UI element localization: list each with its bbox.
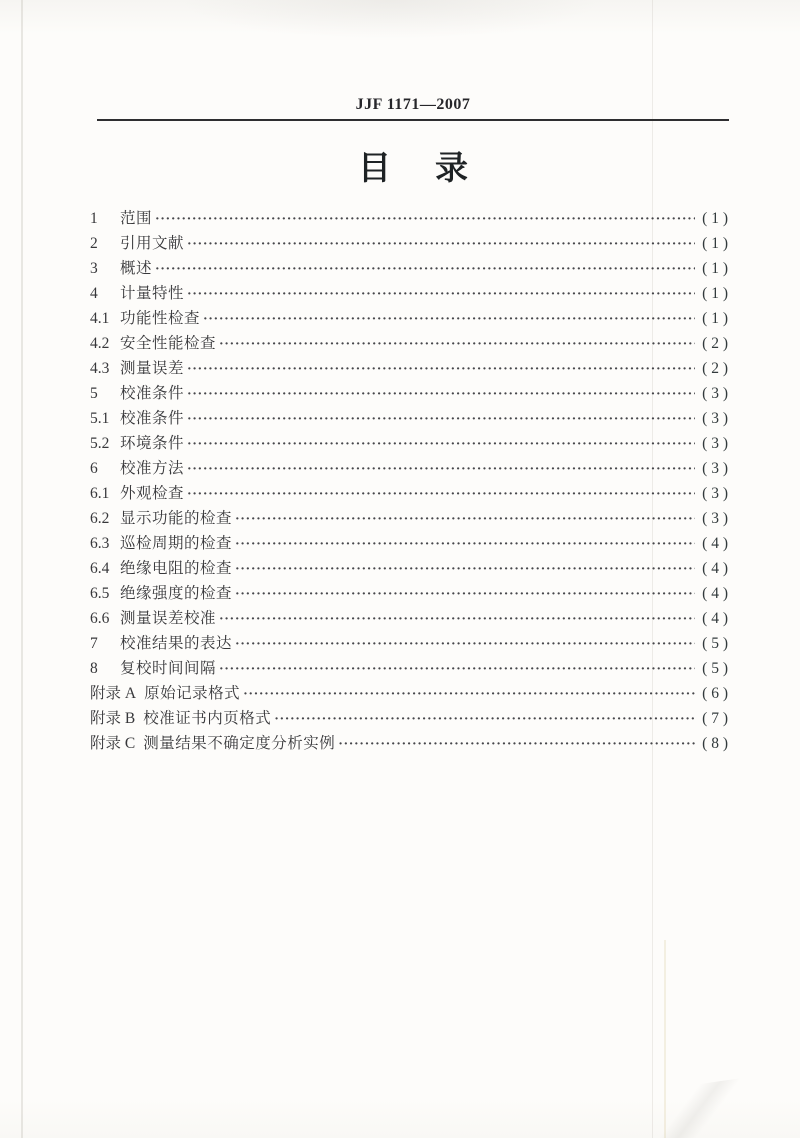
toc-entry-page: ( 7 ) [702, 710, 728, 727]
toc-entry-number: 2 [90, 235, 98, 252]
dot-leader [219, 331, 695, 357]
toc-entry-label: 安全性能检查 [120, 335, 217, 352]
toc-entry [90, 606, 728, 631]
toc-entry [90, 331, 728, 356]
toc-entry-page: ( 4 ) [702, 610, 728, 627]
toc-entry-number: 4.3 [90, 360, 110, 377]
toc-entry-label: 引用文献 [120, 235, 185, 252]
toc-entry-number: 3 [90, 260, 98, 277]
toc-entry-label: 计量特性 [120, 285, 185, 302]
toc-entry-number: 4 [90, 285, 98, 302]
dot-leader [187, 456, 695, 482]
dot-leader [155, 206, 695, 232]
toc-entry-page: ( 1 ) [702, 285, 728, 302]
toc-entry [90, 581, 728, 606]
toc-entry-page: ( 8 ) [702, 735, 728, 752]
toc-entry [90, 231, 728, 256]
toc-entry-number: 1 [90, 210, 98, 227]
toc-entry-page: ( 1 ) [702, 235, 728, 252]
toc-entry [90, 506, 728, 531]
dot-leader [203, 306, 695, 332]
toc-entry-number: 附录 A [90, 685, 137, 702]
dot-leader [235, 631, 695, 657]
page-title-word-1: 目 [358, 149, 391, 186]
toc-entry [90, 456, 728, 481]
toc-entry-number: 8 [90, 660, 98, 677]
toc-entry-number: 6.1 [90, 485, 110, 502]
toc-entry-number: 6.5 [90, 585, 110, 602]
dot-leader [187, 281, 695, 307]
toc-entry-number: 5.2 [90, 435, 110, 452]
dot-leader [155, 256, 695, 282]
toc-entry-number: 附录 C [90, 735, 136, 752]
page-title-word-2: 录 [435, 149, 468, 186]
toc-entry [90, 731, 728, 756]
toc-entry [90, 281, 728, 306]
toc-entry-page: ( 6 ) [702, 685, 728, 702]
toc-entry-label: 绝缘强度的检查 [120, 585, 233, 602]
dot-leader [187, 381, 695, 407]
dot-leader [219, 606, 695, 632]
toc-entry-page: ( 3 ) [702, 410, 728, 427]
toc-entry-page: ( 4 ) [702, 585, 728, 602]
toc-entry [90, 431, 728, 456]
toc-entry [90, 406, 728, 431]
toc-entry-page: ( 1 ) [702, 260, 728, 277]
dot-leader [243, 681, 695, 707]
toc-entry-label: 显示功能的检查 [120, 510, 233, 527]
toc-entry-page: ( 4 ) [702, 560, 728, 577]
toc-entry-number: 5 [90, 385, 98, 402]
toc-entry-page: ( 5 ) [702, 660, 728, 677]
toc-entry-page: ( 1 ) [702, 310, 728, 327]
dot-leader [274, 706, 695, 732]
toc-entry-page: ( 5 ) [702, 635, 728, 652]
toc-entry [90, 381, 728, 406]
toc-entry [90, 256, 728, 281]
toc-entry-label: 原始记录格式 [144, 685, 241, 702]
toc-entry-label: 测量误差 [120, 360, 185, 377]
toc-entry [90, 206, 728, 231]
toc-entry-page: ( 3 ) [702, 435, 728, 452]
toc-entry-label: 环境条件 [120, 435, 185, 452]
toc-entry-number: 7 [90, 635, 98, 652]
toc-entry-page: ( 2 ) [702, 335, 728, 352]
dot-leader [338, 731, 695, 757]
dot-leader [187, 406, 695, 432]
toc-entry-number: 5.1 [90, 410, 110, 427]
toc-entry-number: 4.1 [90, 310, 110, 327]
toc-entry-number: 6.3 [90, 535, 110, 552]
toc-entry [90, 556, 728, 581]
scan-shade-top [180, 0, 600, 40]
toc-entry-number: 附录 B [90, 710, 136, 727]
toc-entry-label: 功能性检查 [120, 310, 201, 327]
dot-leader [187, 481, 695, 507]
toc-list [90, 206, 728, 756]
toc-entry-number: 6.4 [90, 560, 110, 577]
toc-entry [90, 356, 728, 381]
dot-leader [187, 356, 695, 382]
toc-entry-label: 校准证书内页格式 [143, 710, 272, 727]
toc-entry [90, 531, 728, 556]
standard-number: JJF 1171—2007 [355, 96, 471, 113]
toc-entry-label: 校准结果的表达 [120, 635, 233, 652]
toc-entry-label: 概述 [120, 260, 153, 277]
toc-entry-label: 测量结果不确定度分析实例 [143, 735, 336, 752]
toc-entry [90, 306, 728, 331]
dot-leader [219, 656, 695, 682]
dot-leader [235, 556, 695, 582]
dot-leader [235, 581, 695, 607]
toc-entry [90, 656, 728, 681]
toc-entry-label: 巡检周期的检查 [120, 535, 233, 552]
toc-entry-number: 6.6 [90, 610, 110, 627]
page-title [97, 148, 729, 188]
toc-entry-label: 复校时间间隔 [120, 660, 217, 677]
toc-entry-page: ( 3 ) [702, 485, 728, 502]
toc-entry-page: ( 2 ) [702, 360, 728, 377]
scan-edge-left [21, 0, 23, 1138]
toc-entry-label: 校准条件 [120, 410, 185, 427]
toc-entry-number: 6 [90, 460, 98, 477]
toc-entry-number: 4.2 [90, 335, 110, 352]
toc-entry-label: 校准方法 [120, 460, 185, 477]
toc-entry-label: 测量误差校准 [120, 610, 217, 627]
dot-leader [235, 531, 695, 557]
header-rule [97, 119, 729, 121]
toc-entry-label: 外观检查 [120, 485, 185, 502]
scan-smudge-bottom-right [617, 1075, 774, 1138]
toc-entry-page: ( 1 ) [702, 210, 728, 227]
toc-entry [90, 706, 728, 731]
toc-entry-number: 6.2 [90, 510, 110, 527]
toc-entry-label: 范围 [120, 210, 153, 227]
toc-entry-label: 绝缘电阻的检查 [120, 560, 233, 577]
dot-leader [235, 506, 695, 532]
toc-entry [90, 631, 728, 656]
dot-leader [187, 231, 695, 257]
toc-entry-label: 校准条件 [120, 385, 185, 402]
toc-entry [90, 481, 728, 506]
toc-entry-page: ( 4 ) [702, 535, 728, 552]
toc-entry-page: ( 3 ) [702, 510, 728, 527]
toc-entry-page: ( 3 ) [702, 385, 728, 402]
toc-entry [90, 681, 728, 706]
dot-leader [187, 431, 695, 457]
toc-entry-page: ( 3 ) [702, 460, 728, 477]
